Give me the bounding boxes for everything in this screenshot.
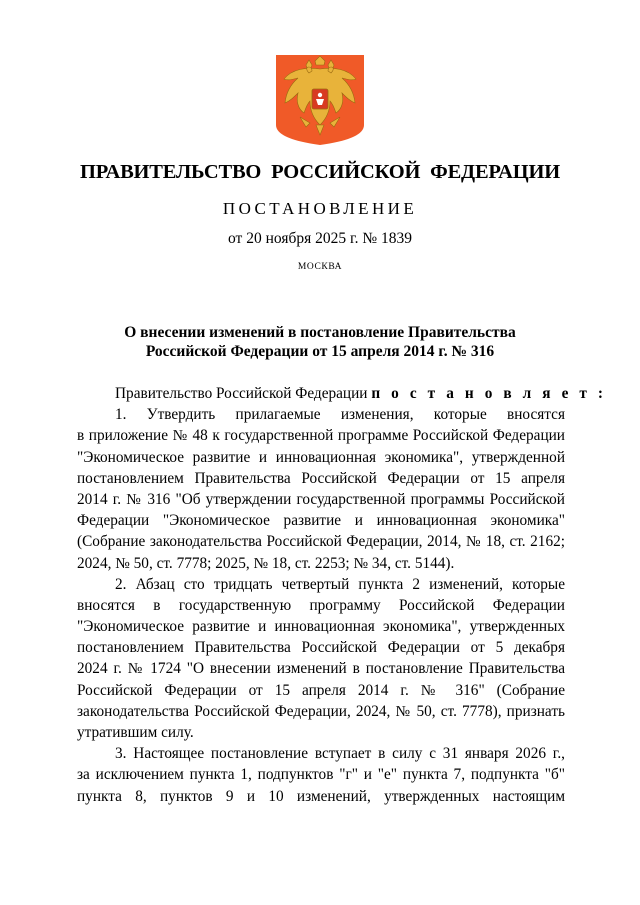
document-type: ПОСТАНОВЛЕНИЕ xyxy=(222,199,418,218)
body-line-text: утратившим силу. xyxy=(77,724,194,741)
body-line xyxy=(77,425,565,446)
body-line xyxy=(77,553,565,574)
body-line-text: 1. Утвердить прилагаемые изменения, которые вносятся xyxy=(115,406,565,424)
subject-line-1: О внесении изменений в постановление Правительства xyxy=(124,324,516,341)
russian-coat-of-arms-icon xyxy=(276,55,364,145)
body-line-text: (Собрание законодательства Российской Федерации, 2014, № 18, ст. 2162; xyxy=(77,533,565,551)
body-line xyxy=(77,447,565,468)
body-line-text: 2. Абзац сто тридцать четвертый пункта 2 изменений, которые xyxy=(115,575,565,593)
body-line-text: пункта 8, пунктов 9 и 10 изменений, утвержденных настоящим xyxy=(77,787,565,805)
body-line xyxy=(77,383,607,404)
body-line-text: 2014 г. № 316 "Об утверждении государственной программы Российской xyxy=(77,490,565,508)
body-line xyxy=(77,595,565,616)
body-line-text: в приложение № 48 к государственной программе Российской Федерации xyxy=(77,427,565,445)
body-line xyxy=(77,531,565,552)
document-city: МОСКВА xyxy=(297,262,343,272)
body-line-text: Правительство Российской Федерации xyxy=(115,385,372,402)
body-line-text: 3. Настоящее постановление вступает в силу с 31 января 2026 г., xyxy=(115,745,565,763)
subject-line-2: Российской Федерации от 15 апреля 2014 г. № 316 xyxy=(145,343,495,360)
body-line xyxy=(77,658,565,679)
body-line-text: постановлением Правительства Российской Федерации от 5 декабря xyxy=(77,639,565,657)
body-line-text: "Экономическое развитие и инновационная экономика", утвержденной xyxy=(77,448,565,466)
body-line-text: Российской Федерации от 15 апреля 2014 г. № 316" (Собрание xyxy=(77,681,565,699)
government-title: ПРАВИТЕЛЬСТВО РОССИЙСКОЙ ФЕДЕРАЦИИ xyxy=(80,161,560,183)
body-line xyxy=(77,764,565,785)
body-line-text: 2024, № 50, ст. 7778; 2025, № 18, ст. 2253; № 34, ст. 5144). xyxy=(77,554,455,572)
body-line xyxy=(77,701,565,722)
body-line xyxy=(77,722,565,743)
body-line xyxy=(77,510,565,531)
body-line-text: "Экономическое развитие и инновационная экономика", утвержденных xyxy=(77,618,565,636)
body-line-text: за исключением пункта 1, подпунктов "г" и "е" пункта 7, подпункта "б" xyxy=(77,766,565,784)
document-body xyxy=(77,383,607,807)
body-line xyxy=(77,404,565,425)
body-line xyxy=(77,489,565,510)
body-line xyxy=(77,680,565,701)
body-line-text: Федерации "Экономическое развитие и инновационная экономика" xyxy=(77,512,565,530)
body-line xyxy=(77,574,565,595)
body-line xyxy=(77,743,565,764)
body-line xyxy=(77,468,565,489)
body-line xyxy=(77,637,565,658)
body-line-text: вносятся в государственную программу Российской Федерации xyxy=(77,596,565,614)
body-line xyxy=(77,616,565,637)
document-subject xyxy=(0,323,640,361)
body-line-emphasis: п о с т а н о в л я е т : xyxy=(371,385,607,402)
body-line-text: 2024 г. № 1724 "О внесении изменений в постановление Правительства xyxy=(77,660,565,678)
body-line-text: законодательства Российской Федерации, 2024, № 50, ст. 7778), признать xyxy=(77,702,565,720)
body-line-text: постановлением Правительства Российской Федерации от 15 апреля xyxy=(77,469,565,487)
document-date-number: от 20 ноября 2025 г. № 1839 xyxy=(228,230,412,247)
body-line xyxy=(77,786,565,807)
